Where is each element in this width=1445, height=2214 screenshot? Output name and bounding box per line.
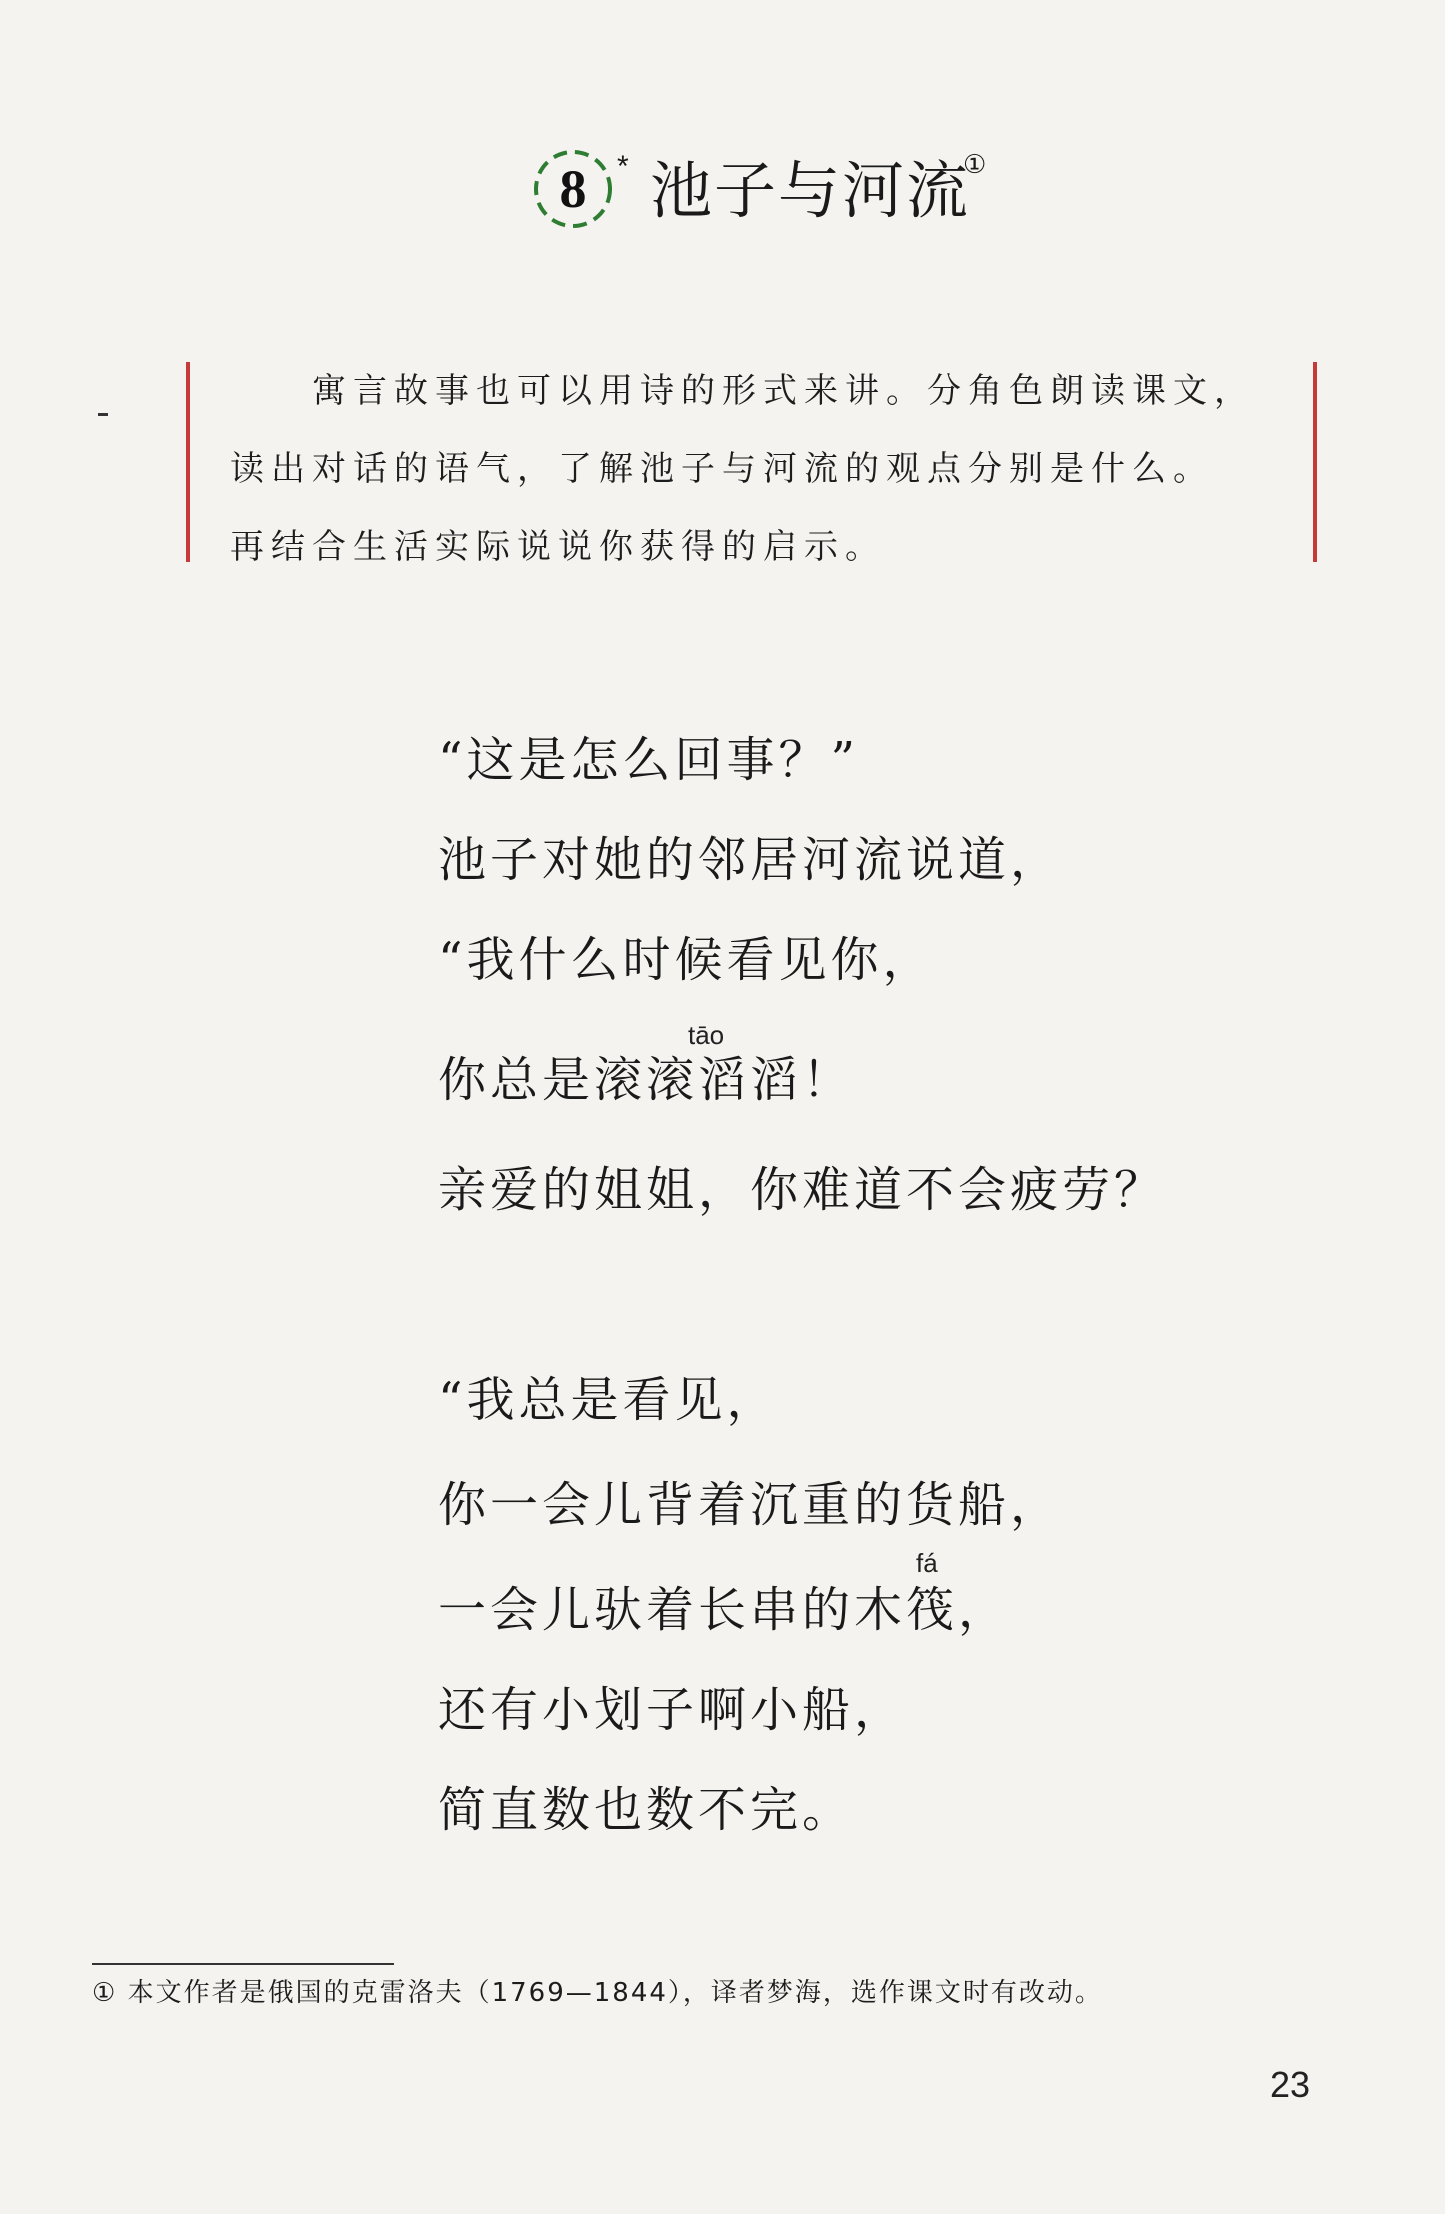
poem-line: “我什么时候看见你， — [438, 932, 935, 988]
prompt-left-bar — [186, 362, 190, 562]
pinyin-annotation: tāo — [688, 1020, 725, 1050]
pinyin-annotation: fá — [916, 1548, 938, 1578]
poem-line: 一会儿驮着长串的木筏， — [438, 1582, 1011, 1638]
prompt-line: 再结合生活实际说说你获得的启示。 — [230, 527, 886, 567]
poem-line: 亲爱的姐姐，你难道不会疲劳？ — [438, 1162, 1167, 1218]
footnote-divider — [92, 1963, 394, 1965]
poem-line: “这是怎么回事？” — [438, 732, 860, 788]
page-number: 23 — [1270, 2064, 1311, 2105]
poem-line: 池子对她的邻居河流说道， — [438, 832, 1063, 888]
lesson-title: 池子与河流 — [650, 154, 971, 227]
prompt-line: 读出对话的语气，了解池子与河流的观点分别是什么。 — [230, 449, 1214, 489]
lesson-number: 8 — [559, 159, 587, 219]
prompt-line: 寓言故事也可以用诗的形式来讲。分角色朗读课文， — [312, 371, 1255, 411]
optional-lesson-star: * — [617, 150, 629, 183]
stray-mark — [98, 413, 108, 416]
prompt-right-bar — [1313, 362, 1317, 562]
reading-prompt — [230, 352, 1292, 586]
lesson-number-badge — [532, 148, 614, 230]
poem-line: 简直数也数不完。 — [438, 1782, 855, 1838]
title-footnote-mark: ① — [963, 150, 987, 180]
poem-line: 你总是滚滚滔滔！ — [438, 1052, 855, 1108]
poem-line: 你一会儿背着沉重的货船， — [438, 1477, 1063, 1533]
poem-line: 还有小划子啊小船， — [438, 1682, 907, 1738]
footnote: ① 本文作者是俄国的克雷洛夫（1769—1844），译者梦海，选作课文时有改动。 — [92, 1978, 1103, 2008]
poem-line: “我总是看见， — [438, 1372, 779, 1428]
